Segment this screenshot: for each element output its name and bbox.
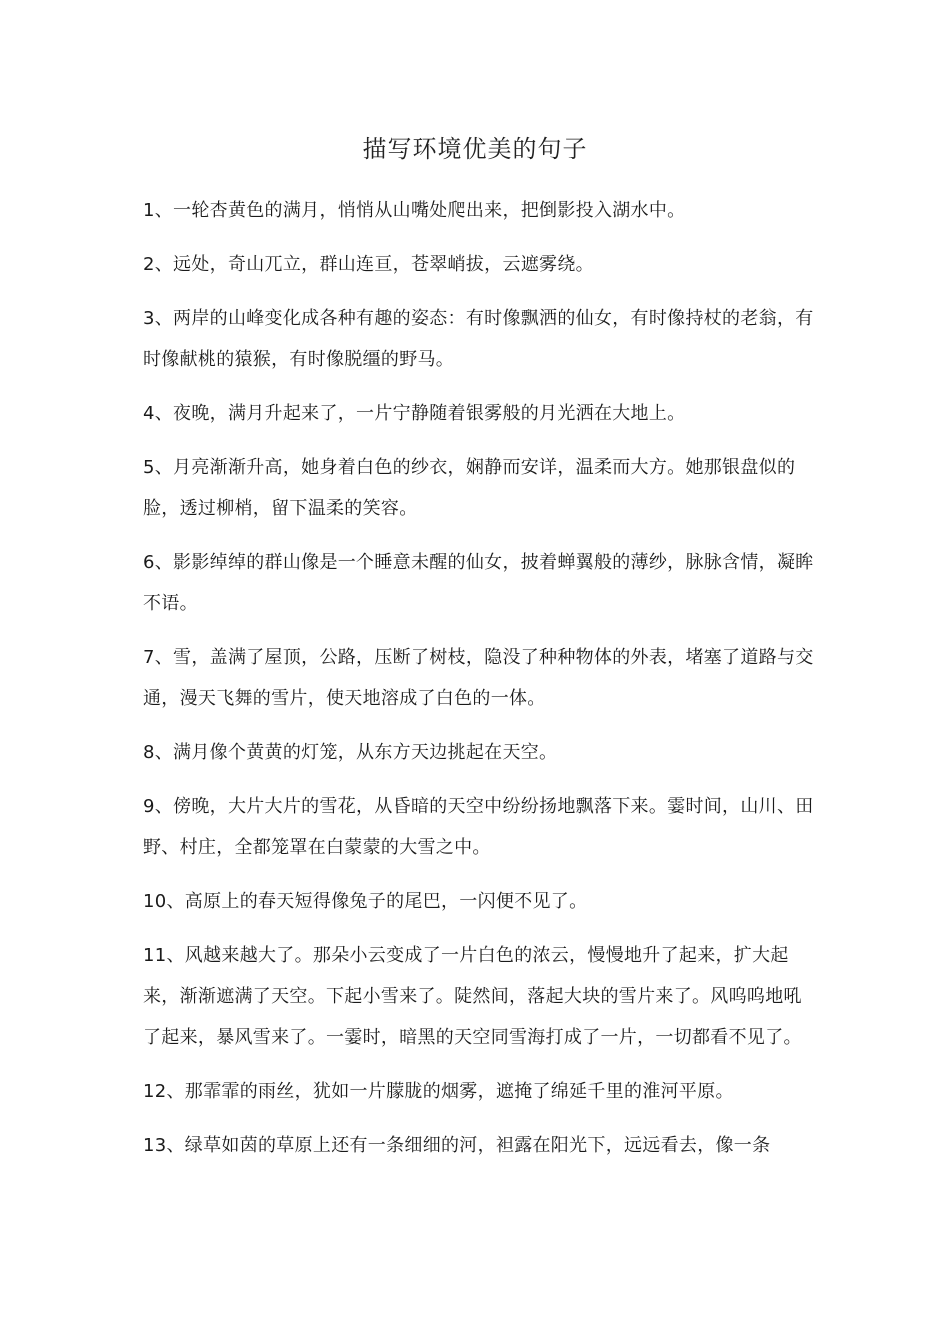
list-item: 5、月亮渐渐升高，她身着白色的纱衣，娴静而安详，温柔而大方。她那银盘似的脸，透过柳梢，留下温柔的笑容。 (143, 457, 796, 519)
list-item: 9、傍晚，大片大片的雪花，从昏暗的天空中纷纷扬地飘落下来。霎时间，山川、田野、村庄，全都笼罩在白蒙蒙的大雪之中。 (143, 796, 814, 858)
list-item: 6、影影绰绰的群山像是一个睡意未醒的仙女，披着蝉翼般的薄纱，脉脉含情，凝眸不语。 (143, 552, 814, 614)
sentence-list (143, 190, 815, 1179)
list-item: 4、夜晚，满月升起来了，一片宁静随着银雾般的月光洒在大地上。 (143, 403, 686, 424)
list-item: 2、远处，奇山兀立，群山连亘，苍翠峭拔，云遮雾绕。 (143, 254, 594, 275)
list-item: 11、风越来越大了。那朵小云变成了一片白色的浓云，慢慢地升了起来，扩大起来，渐渐遮满了天空。下起小雪来了。陡然间，落起大块的雪片来了。风呜呜地吼了起来，暴风雪来了。一霎时，暗黑的天空同雪海打成了一片，一切都看不见了。 (143, 945, 802, 1048)
list-item: 8、满月像个黄黄的灯笼，从东方天边挑起在天空。 (143, 742, 558, 763)
list-item: 1、一轮杏黄色的满月，悄悄从山嘴处爬出来，把倒影投入湖水中。 (143, 200, 686, 221)
page-title: 描写环境优美的句子 (362, 135, 588, 163)
list-item: 10、高原上的春天短得像兔子的尾巴，一闪便不见了。 (143, 891, 588, 912)
list-item: 12、那霏霏的雨丝，犹如一片朦胧的烟雾，遮掩了绵延千里的淮河平原。 (143, 1081, 734, 1102)
list-item: 13、绿草如茵的草原上还有一条细细的河，袒露在阳光下，远远看去，像一条 (143, 1135, 771, 1156)
list-item: 3、两岸的山峰变化成各种有趣的姿态：有时像飘洒的仙女，有时像持杖的老翁，有时像献桃的猿猴，有时像脱缰的野马。 (143, 308, 814, 370)
list-item: 7、雪，盖满了屋顶，公路，压断了树枝，隐没了种种物体的外表，堵塞了道路与交通，漫天飞舞的雪片，使天地溶成了白色的一体。 (143, 647, 814, 709)
